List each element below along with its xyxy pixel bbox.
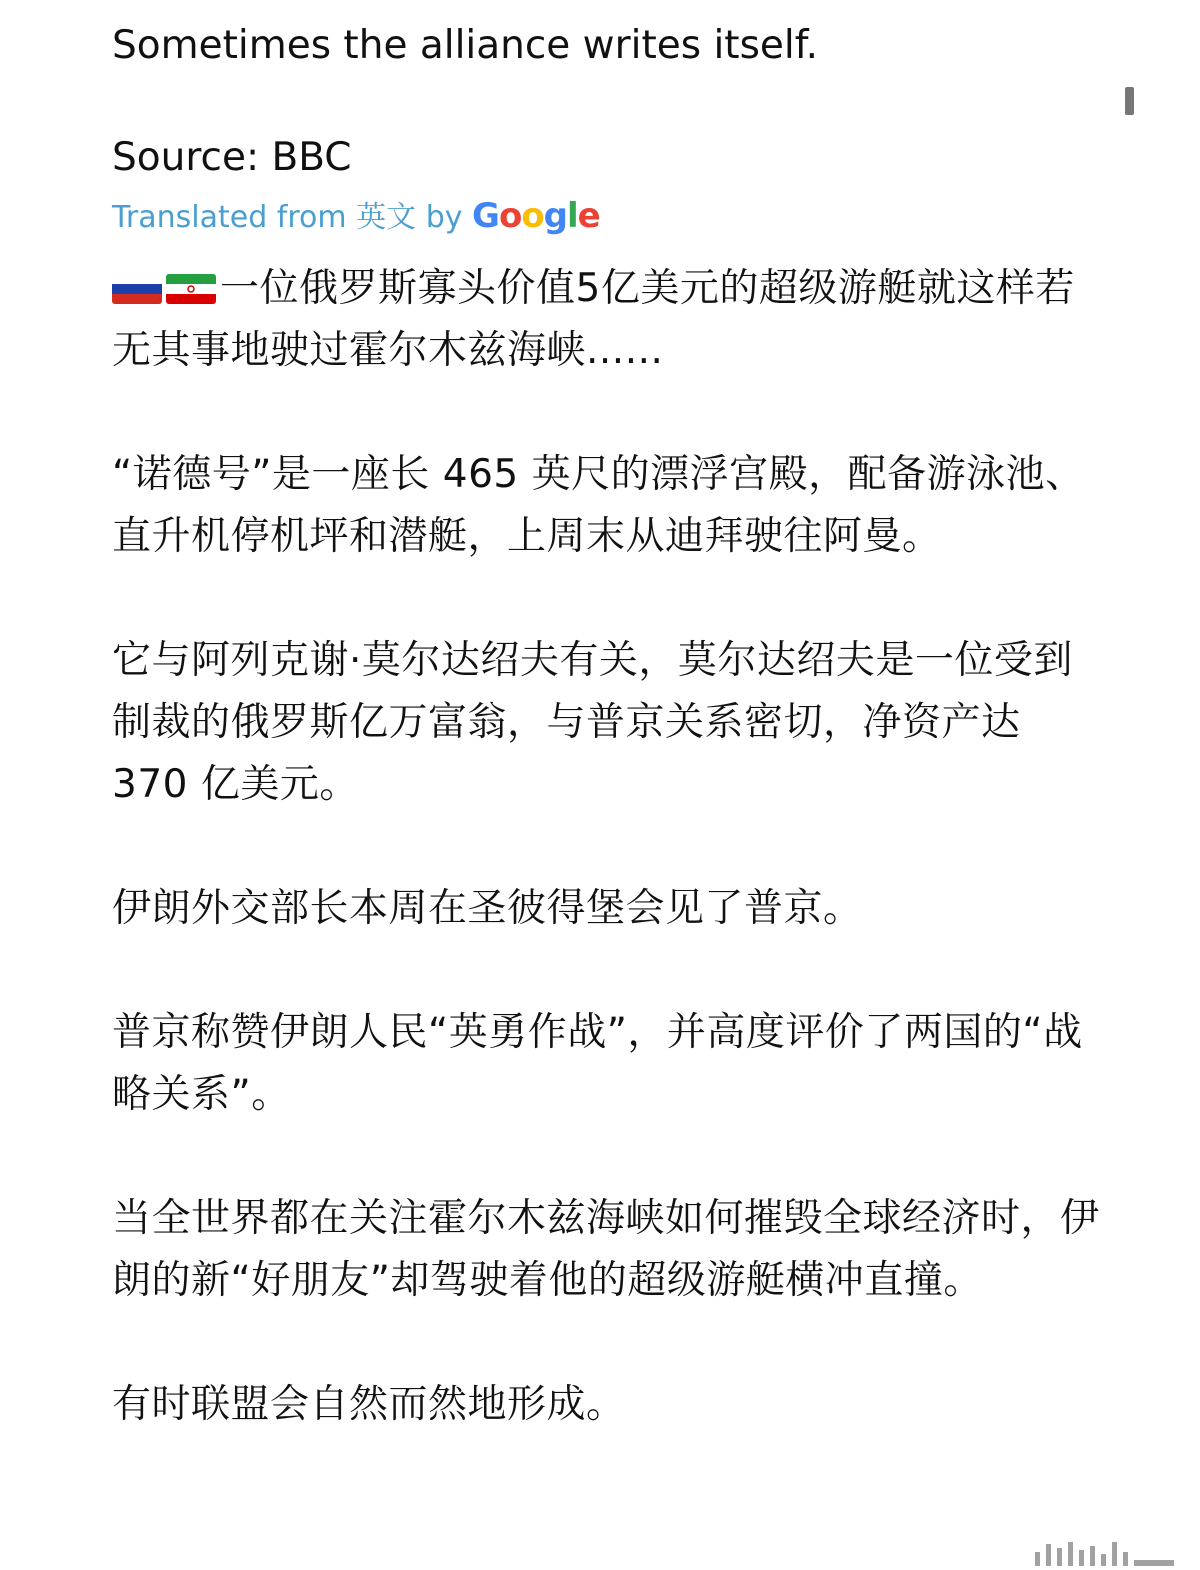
post-body bbox=[112, 20, 1102, 1436]
paragraph-3: 它与阿列克谢·莫尔达绍夫有关，莫尔达绍夫是一位受到制裁的俄罗斯亿万富翁，与普京关系密切，净资产达 370 亿美元。 bbox=[112, 638, 1073, 807]
scrollbar-thumb[interactable] bbox=[1125, 87, 1134, 115]
source-language: 英文 bbox=[356, 200, 417, 235]
english-text-line: Sometimes the alliance writes itself. bbox=[112, 23, 819, 68]
google-logo: Google bbox=[472, 196, 600, 236]
iran-flag-icon bbox=[166, 274, 216, 304]
paragraph-2: “诺德号”是一座长 465 英尺的漂浮宫殿，配备游泳池、直升机停机坪和潜艇，上周末从迪拜驶往阿曼。 bbox=[112, 452, 1085, 559]
paragraph-5: 普京称赞伊朗人民“英勇作战”，并高度评价了两国的“战略关系”。 bbox=[112, 1010, 1083, 1117]
paragraph-1 bbox=[112, 258, 1102, 382]
watermark-logo bbox=[1035, 1538, 1174, 1566]
translated-from-label: Translated from bbox=[112, 200, 357, 235]
russia-flag-icon bbox=[112, 274, 162, 304]
paragraph-1-text: 一位俄罗斯寡头价值5亿美元的超级游艇就这样若无其事地驶过霍尔木兹海峡...... bbox=[112, 266, 1075, 373]
source-line: Source: BBC bbox=[112, 135, 352, 180]
translation-attribution[interactable] bbox=[112, 194, 1102, 240]
paragraph-6: 当全世界都在关注霍尔木兹海峡如何摧毁全球经济时，伊朗的新“好朋友”却驾驶着他的超级游艇横冲直撞。 bbox=[112, 1196, 1100, 1303]
paragraph-4: 伊朗外交部长本周在圣彼得堡会见了普京。 bbox=[112, 886, 863, 931]
paragraph-7: 有时联盟会自然而然地形成。 bbox=[112, 1382, 626, 1427]
translated-by-label: by bbox=[416, 200, 473, 235]
